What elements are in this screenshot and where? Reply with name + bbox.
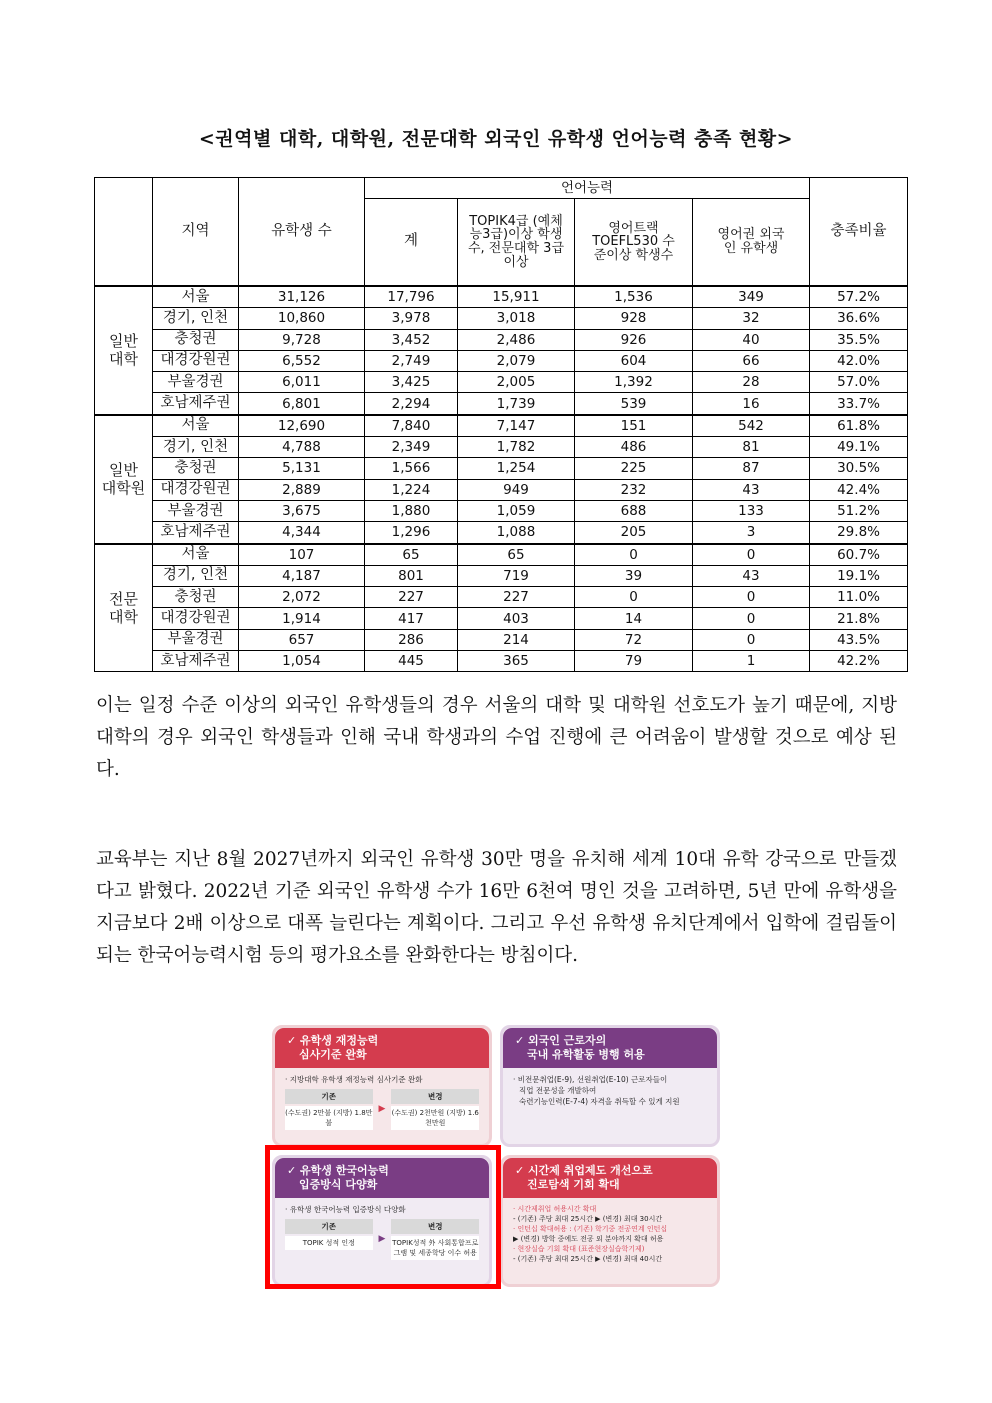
highlight-box bbox=[265, 1145, 501, 1289]
header-english: 영어트랙 TOEFL530 수준이상 학생수 bbox=[575, 199, 693, 287]
cell-students: 3,675 bbox=[239, 500, 365, 521]
cell-native: 28 bbox=[693, 372, 810, 393]
cell-ratio: 42.0% bbox=[810, 350, 908, 371]
cell-topik: 1,782 bbox=[458, 437, 575, 458]
cell-topik: 214 bbox=[458, 629, 575, 650]
cell-native: 43 bbox=[693, 565, 810, 586]
header-ratio: 충족비율 bbox=[810, 178, 908, 287]
cell-english: 0 bbox=[575, 587, 693, 608]
cell-ratio: 33.7% bbox=[810, 393, 908, 415]
cell-topik: 1,739 bbox=[458, 393, 575, 415]
cell-region: 부울경권 bbox=[153, 500, 239, 521]
cell-ratio: 49.1% bbox=[810, 437, 908, 458]
cell-students: 31,126 bbox=[239, 286, 365, 308]
cell-region: 대경강원권 bbox=[153, 479, 239, 500]
card-parttime-work bbox=[500, 1155, 720, 1287]
cell-region: 서울 bbox=[153, 286, 239, 308]
cell-students: 6,552 bbox=[239, 350, 365, 371]
table-row bbox=[95, 350, 908, 371]
cell-students: 6,011 bbox=[239, 372, 365, 393]
after-label: 변경 bbox=[391, 1089, 479, 1104]
card-subtitle: 국내 유학활동 병행 허용 bbox=[527, 1048, 645, 1061]
cell-topik: 7,147 bbox=[458, 415, 575, 437]
cell-total: 2,349 bbox=[365, 437, 458, 458]
cell-native: 87 bbox=[693, 458, 810, 479]
cell-ratio: 11.0% bbox=[810, 587, 908, 608]
cell-ratio: 42.4% bbox=[810, 479, 908, 500]
after-label: 변경 bbox=[391, 1219, 479, 1234]
cell-topik: 1,059 bbox=[458, 500, 575, 521]
cell-ratio: 36.6% bbox=[810, 308, 908, 329]
header-language: 언어능력 bbox=[365, 178, 810, 199]
cell-ratio: 21.8% bbox=[810, 608, 908, 629]
cell-ratio: 57.2% bbox=[810, 286, 908, 308]
table-row bbox=[95, 587, 908, 608]
card-subtitle: 심사기준 완화 bbox=[299, 1048, 367, 1061]
card-line: 직업 전문성을 개발하여 bbox=[519, 1086, 597, 1095]
language-ability-table bbox=[94, 177, 908, 672]
cell-total: 445 bbox=[365, 651, 458, 672]
cell-total: 1,224 bbox=[365, 479, 458, 500]
table-row bbox=[95, 522, 908, 544]
cell-region: 경기, 인천 bbox=[153, 308, 239, 329]
cell-region: 대경강원권 bbox=[153, 608, 239, 629]
cell-english: 225 bbox=[575, 458, 693, 479]
cell-english: 151 bbox=[575, 415, 693, 437]
cell-topik: 1,088 bbox=[458, 522, 575, 544]
card-title: ✓ 유학생 한국어능력 bbox=[287, 1164, 389, 1177]
card-title: ✓ 시간제 취업제도 개선으로 bbox=[515, 1164, 653, 1177]
cell-region: 충청권 bbox=[153, 587, 239, 608]
card-bullet: · 유학생 한국어능력 입증방식 다양화 bbox=[285, 1205, 406, 1214]
cell-ratio: 29.8% bbox=[810, 522, 908, 544]
table-row bbox=[95, 651, 908, 672]
header-students: 유학생 수 bbox=[239, 178, 365, 287]
cell-students: 12,690 bbox=[239, 415, 365, 437]
cell-topik: 719 bbox=[458, 565, 575, 586]
cell-topik: 2,079 bbox=[458, 350, 575, 371]
cell-total: 227 bbox=[365, 587, 458, 608]
header-total: 계 bbox=[365, 199, 458, 287]
table-row bbox=[95, 308, 908, 329]
cell-ratio: 61.8% bbox=[810, 415, 908, 437]
cell-total: 2,749 bbox=[365, 350, 458, 371]
cell-english: 1,536 bbox=[575, 286, 693, 308]
cell-ratio: 43.5% bbox=[810, 629, 908, 650]
paragraph-1: 이는 일정 수준 이상의 외국인 유학생들의 경우 서울의 대학 및 대학원 선호도가 높기 때문에, 지방대학의 경우 외국인 학생들과 인해 국내 학생과의 수업 진행에 큰 어려움이 발생할 것으로 예상 된다. bbox=[96, 695, 897, 780]
table-row bbox=[95, 565, 908, 586]
card-body bbox=[503, 1068, 717, 1113]
cell-students: 4,344 bbox=[239, 522, 365, 544]
header-region: 지역 bbox=[153, 178, 239, 287]
cell-total: 1,880 bbox=[365, 500, 458, 521]
cell-total: 17,796 bbox=[365, 286, 458, 308]
group-label: 전문 대학 bbox=[95, 544, 153, 672]
cell-native: 43 bbox=[693, 479, 810, 500]
cell-students: 1,054 bbox=[239, 651, 365, 672]
card-subtitle: 입증방식 다양화 bbox=[299, 1178, 378, 1191]
cell-students: 6,801 bbox=[239, 393, 365, 415]
cell-students: 657 bbox=[239, 629, 365, 650]
cell-region: 호남제주권 bbox=[153, 522, 239, 544]
cell-students: 2,072 bbox=[239, 587, 365, 608]
card-line: ▶ (변경) 방학 중에도 전공 외 분야까지 확대 허용 bbox=[513, 1235, 664, 1243]
cell-native: 3 bbox=[693, 522, 810, 544]
cell-native: 349 bbox=[693, 286, 810, 308]
cell-total: 2,294 bbox=[365, 393, 458, 415]
cell-total: 7,840 bbox=[365, 415, 458, 437]
cell-region: 서울 bbox=[153, 415, 239, 437]
table-row bbox=[95, 608, 908, 629]
card-line: - (기존) 주당 최대 25시간 ▶ (변경) 최대 30시간 bbox=[513, 1215, 663, 1223]
comparison bbox=[285, 1089, 479, 1130]
cell-ratio: 19.1% bbox=[810, 565, 908, 586]
cell-native: 0 bbox=[693, 629, 810, 650]
cell-english: 926 bbox=[575, 329, 693, 350]
group-label: 일반 대학 bbox=[95, 286, 153, 415]
cell-ratio: 51.2% bbox=[810, 500, 908, 521]
card-line: - (기존) 주당 최대 25시간 ▶ (변경) 최대 40시간 bbox=[513, 1255, 663, 1263]
cell-native: 0 bbox=[693, 544, 810, 566]
cell-total: 417 bbox=[365, 608, 458, 629]
cell-students: 1,914 bbox=[239, 608, 365, 629]
cell-native: 133 bbox=[693, 500, 810, 521]
cell-region: 호남제주권 bbox=[153, 651, 239, 672]
card-financial-criteria bbox=[272, 1025, 492, 1147]
cell-students: 4,187 bbox=[239, 565, 365, 586]
cell-english: 1,392 bbox=[575, 372, 693, 393]
cell-total: 3,452 bbox=[365, 329, 458, 350]
card-header bbox=[503, 1028, 717, 1068]
cell-english: 72 bbox=[575, 629, 693, 650]
cell-students: 5,131 bbox=[239, 458, 365, 479]
cell-ratio: 30.5% bbox=[810, 458, 908, 479]
page-title: <권역별 대학, 대학원, 전문대학 외국인 유학생 언어능력 충족 현황> bbox=[198, 128, 794, 150]
after-value: TOPIK성적 外 사회통합프로그램 및 세종학당 이수 허용 bbox=[391, 1236, 479, 1260]
table-row bbox=[95, 286, 908, 308]
card-line: · 현장실습 기회 확대 (표준현장실습학기제) bbox=[513, 1245, 645, 1253]
cell-total: 3,425 bbox=[365, 372, 458, 393]
cell-english: 928 bbox=[575, 308, 693, 329]
cell-topik: 15,911 bbox=[458, 286, 575, 308]
card-body bbox=[503, 1198, 717, 1270]
cell-region: 부울경권 bbox=[153, 629, 239, 650]
table-row bbox=[95, 544, 908, 566]
cell-ratio: 42.2% bbox=[810, 651, 908, 672]
arrow-icon: ▶ bbox=[378, 1104, 386, 1114]
card-line: · 비전문취업(E-9), 선원취업(E-10) 근로자들이 bbox=[513, 1075, 668, 1084]
before-value: (수도권) 2만불 (지방) 1.8만불 bbox=[285, 1106, 373, 1130]
cell-total: 3,978 bbox=[365, 308, 458, 329]
table-row bbox=[95, 415, 908, 437]
cell-topik: 227 bbox=[458, 587, 575, 608]
cell-students: 2,889 bbox=[239, 479, 365, 500]
table-row bbox=[95, 393, 908, 415]
cell-native: 542 bbox=[693, 415, 810, 437]
cell-region: 충청권 bbox=[153, 329, 239, 350]
cell-students: 4,788 bbox=[239, 437, 365, 458]
cell-region: 경기, 인천 bbox=[153, 437, 239, 458]
header-native: 영어권 외국인 유학생 bbox=[693, 199, 810, 287]
card-body bbox=[275, 1068, 489, 1136]
cell-english: 79 bbox=[575, 651, 693, 672]
after-value: (수도권) 2천만원 (지방) 1.6천만원 bbox=[391, 1106, 479, 1130]
cell-region: 호남제주권 bbox=[153, 393, 239, 415]
cell-ratio: 35.5% bbox=[810, 329, 908, 350]
cell-native: 40 bbox=[693, 329, 810, 350]
paragraph-2: 교육부는 지난 8월 2027년까지 외국인 유학생 30만 명을 유치해 세계 10대 유학 강국으로 만들겠다고 밝혔다. 2022년 기준 외국인 유학생 수가 16만 6천여 명인 것을 고려하면, 5년 만에 유학생을 지금보다 2배 이상으로 대폭 늘린다는 계획이다. 그리고 우선 유학생 유치단계에서 입학에 걸림돌이 되는 한국어능력시험 등의 평가요소를 완화한다는 방침이다. bbox=[96, 849, 897, 966]
card-subtitle: 진로탐색 기회 확대 bbox=[527, 1178, 620, 1191]
cell-native: 32 bbox=[693, 308, 810, 329]
cell-students: 9,728 bbox=[239, 329, 365, 350]
arrow-icon: ▶ bbox=[378, 1234, 386, 1244]
cell-region: 대경강원권 bbox=[153, 350, 239, 371]
cell-english: 205 bbox=[575, 522, 693, 544]
before-value: TOPIK 성적 인정 bbox=[285, 1236, 373, 1250]
cell-region: 충청권 bbox=[153, 458, 239, 479]
cell-native: 81 bbox=[693, 437, 810, 458]
card-header bbox=[275, 1028, 489, 1068]
cell-topik: 65 bbox=[458, 544, 575, 566]
cell-english: 232 bbox=[575, 479, 693, 500]
cell-topik: 365 bbox=[458, 651, 575, 672]
cell-topik: 403 bbox=[458, 608, 575, 629]
card-line: 숙련기능인력(E-7-4) 자격을 취득할 수 있게 지원 bbox=[519, 1097, 680, 1106]
card-title: ✓ 유학생 재정능력 bbox=[287, 1034, 379, 1047]
card-bullet: · 지방대학 유학생 재정능력 심사기준 완화 bbox=[285, 1075, 423, 1084]
table-row bbox=[95, 500, 908, 521]
cell-topik: 1,254 bbox=[458, 458, 575, 479]
cell-total: 1,566 bbox=[365, 458, 458, 479]
cell-total: 65 bbox=[365, 544, 458, 566]
cell-topik: 2,005 bbox=[458, 372, 575, 393]
cell-topik: 3,018 bbox=[458, 308, 575, 329]
cell-region: 서울 bbox=[153, 544, 239, 566]
cell-students: 107 bbox=[239, 544, 365, 566]
table-row bbox=[95, 372, 908, 393]
cell-total: 801 bbox=[365, 565, 458, 586]
table-row bbox=[95, 329, 908, 350]
corner-cell bbox=[95, 178, 153, 287]
cell-region: 부울경권 bbox=[153, 372, 239, 393]
table-row bbox=[95, 629, 908, 650]
cell-native: 1 bbox=[693, 651, 810, 672]
table-row bbox=[95, 437, 908, 458]
cell-students: 10,860 bbox=[239, 308, 365, 329]
table-row bbox=[95, 458, 908, 479]
card-worker-study bbox=[500, 1025, 720, 1147]
cell-ratio: 60.7% bbox=[810, 544, 908, 566]
group-label: 일반 대학원 bbox=[95, 415, 153, 544]
cell-native: 0 bbox=[693, 608, 810, 629]
card-header bbox=[503, 1158, 717, 1198]
card-title: ✓ 외국인 근로자의 bbox=[515, 1034, 607, 1047]
cell-native: 16 bbox=[693, 393, 810, 415]
cell-region: 경기, 인천 bbox=[153, 565, 239, 586]
cell-total: 1,296 bbox=[365, 522, 458, 544]
cell-english: 486 bbox=[575, 437, 693, 458]
cell-english: 539 bbox=[575, 393, 693, 415]
table-row bbox=[95, 479, 908, 500]
card-line: · 시간제취업 허용시간 확대 bbox=[513, 1205, 597, 1213]
cell-ratio: 57.0% bbox=[810, 372, 908, 393]
header-topik: TOPIK4급 (예체능3급)이상 학생수, 전문대학 3급 이상 bbox=[458, 199, 575, 287]
cell-topik: 2,486 bbox=[458, 329, 575, 350]
cell-english: 14 bbox=[575, 608, 693, 629]
cell-english: 0 bbox=[575, 544, 693, 566]
before-label: 기존 bbox=[285, 1089, 373, 1104]
before-label: 기존 bbox=[285, 1219, 373, 1234]
card-line: · 인턴십 확대허용 : (기존) 학기중 전공연계 인턴십 bbox=[513, 1225, 668, 1233]
cell-total: 286 bbox=[365, 629, 458, 650]
cell-english: 39 bbox=[575, 565, 693, 586]
cell-native: 0 bbox=[693, 587, 810, 608]
cell-english: 604 bbox=[575, 350, 693, 371]
cell-topik: 949 bbox=[458, 479, 575, 500]
cell-native: 66 bbox=[693, 350, 810, 371]
cell-english: 688 bbox=[575, 500, 693, 521]
